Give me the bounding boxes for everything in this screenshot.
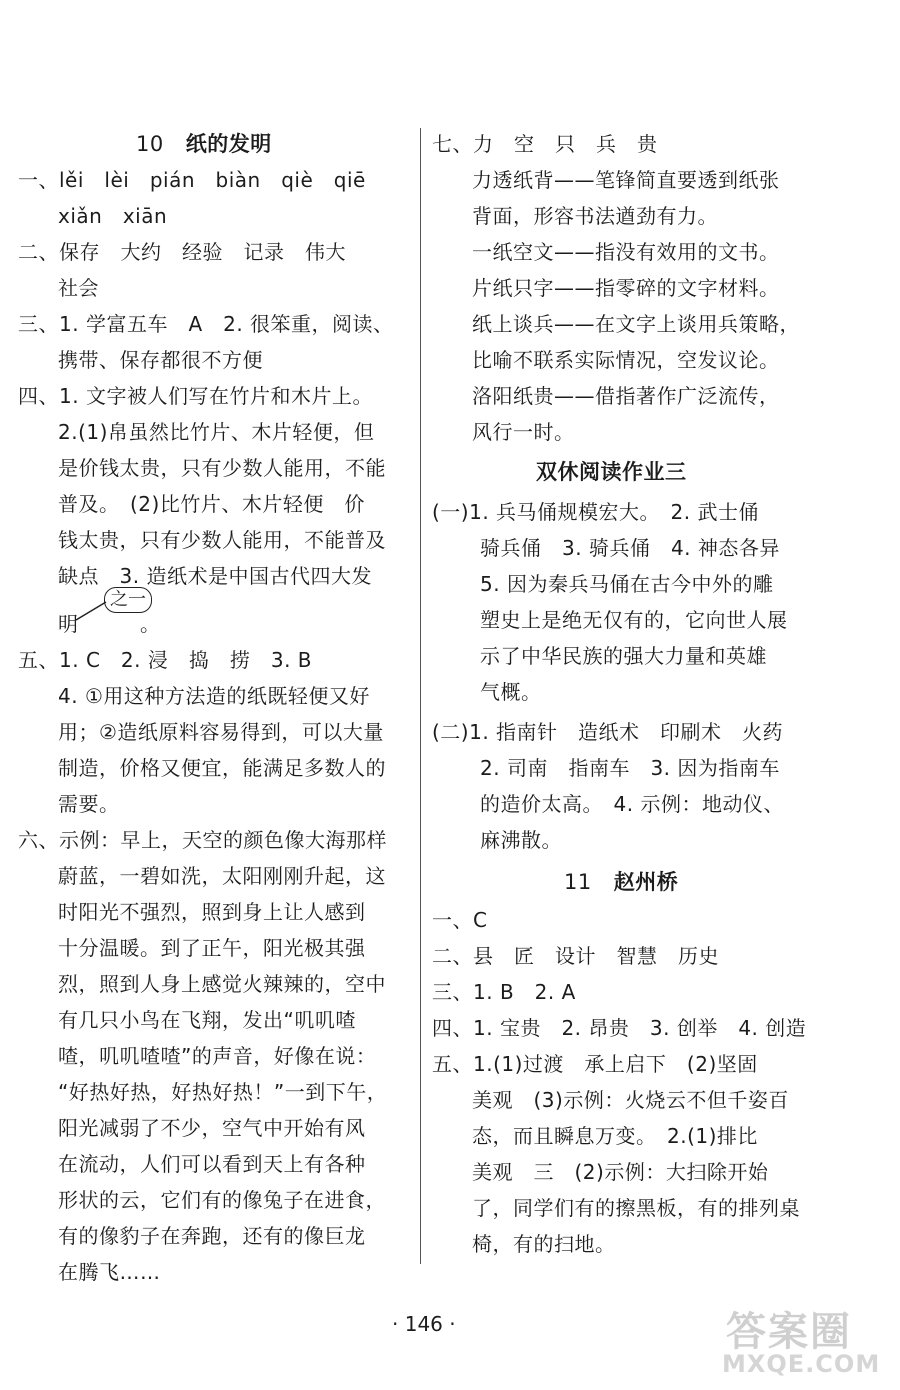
answer-line: 携带、保存都很不方便 bbox=[58, 348, 263, 372]
answer-line: 是价钱太贵，只有少数人能用，不能 bbox=[58, 456, 386, 480]
lesson-title-11 bbox=[564, 864, 678, 900]
answer-line: 时阳光不强烈，照到身上让人感到 bbox=[58, 900, 366, 924]
answer-line: “好热好热，好热好热！”一到下午， bbox=[58, 1080, 388, 1104]
answer-line: 态，而且瞬息万变。 2.(1)排比 bbox=[472, 1124, 758, 1148]
answer-line: 六、示例：早上，天空的颜色像大海那样 bbox=[18, 828, 387, 852]
answer-line: 塑史上是绝无仅有的，它向世人展 bbox=[480, 608, 788, 632]
answer-line: 在流动，人们可以看到天上有各种 bbox=[58, 1152, 366, 1176]
handwritten-insert-note: 之一 bbox=[104, 587, 152, 613]
answer-line: 背面，形容书法遒劲有力。 bbox=[472, 204, 718, 228]
answer-line: 洛阳纸贵——借指著作广泛流传， bbox=[472, 384, 780, 408]
answer-line: 有的像豹子在奔跑，还有的像巨龙 bbox=[58, 1224, 366, 1248]
answer-line: 美观 三 (2)示例：大扫除开始 bbox=[472, 1160, 769, 1184]
answer-line: 5. 因为秦兵马俑在古今中外的雕 bbox=[480, 572, 774, 596]
answer-line: 片纸只字——指零碎的文字材料。 bbox=[472, 276, 780, 300]
answer-line: 比喻不联系实际情况，空发议论。 bbox=[472, 348, 780, 372]
answer-line: 钱太贵，只有少数人能用，不能普及 bbox=[58, 528, 386, 552]
answer-line: 喳，叽叽喳喳”的声音，好像在说： bbox=[58, 1044, 377, 1068]
answer-line: 阳光减弱了不少，空气中开始有风 bbox=[58, 1116, 366, 1140]
answer-line: 一、C bbox=[432, 908, 488, 932]
answer-line: 十分温暖。到了正午，阳光极其强 bbox=[58, 936, 366, 960]
answer-line: 2.(1)帛虽然比竹片、木片轻便，但 bbox=[58, 420, 375, 444]
answer-line: 力透纸背——笔锋简直要透到纸张 bbox=[472, 168, 780, 192]
insert-caret-icon bbox=[74, 600, 108, 622]
answer-line: xiǎn xiān bbox=[58, 204, 168, 228]
answer-line: (二)1. 指南针 造纸术 印刷术 火药 bbox=[432, 720, 784, 744]
answer-line: 4. ①用这种方法造的纸既轻便又好 bbox=[58, 684, 370, 708]
answer-line: 三、1. 学富五车 A 2. 很笨重，阅读、 bbox=[18, 312, 394, 336]
answer-line: 缺点 3. 造纸术是中国古代四大发 bbox=[58, 564, 372, 588]
answer-line: 四、1. 文字被人们写在竹片和木片上。 bbox=[18, 384, 373, 408]
watermark-logo bbox=[722, 1300, 892, 1380]
answer-line: 制造，价格又便宜，能满足多数人的 bbox=[58, 756, 386, 780]
answer-line: 的造价太高。 4. 示例：地动仪、 bbox=[480, 792, 784, 816]
answer-line: 四、1. 宝贵 2. 昂贵 3. 创举 4. 创造 bbox=[432, 1016, 807, 1040]
answer-line: 麻沸散。 bbox=[480, 828, 562, 852]
answer-line: 骑兵俑 3. 骑兵俑 4. 神态各异 bbox=[480, 536, 780, 560]
answer-line: 纸上谈兵——在文字上谈用兵策略， bbox=[472, 312, 800, 336]
answer-line: 了，同学们有的擦黑板，有的排列桌 bbox=[472, 1196, 800, 1220]
page-number: · 146 · bbox=[392, 1312, 456, 1336]
watermark-title: 答案圈 bbox=[726, 1309, 852, 1355]
lesson-title-10 bbox=[136, 126, 272, 162]
lesson-number: 11 bbox=[564, 870, 592, 894]
answer-line: 美观 (3)示例：火烧云不但千姿百 bbox=[472, 1088, 789, 1112]
answer-line: 二、保存 大约 经验 记录 伟大 bbox=[18, 240, 346, 264]
answer-line: 烈，照到人身上感觉火辣辣的，空中 bbox=[58, 972, 386, 996]
answer-line: 二、县 匠 设计 智慧 历史 bbox=[432, 944, 719, 968]
answer-line: 形状的云，它们有的像兔子在进食， bbox=[58, 1188, 386, 1212]
answer-line: 明 。 bbox=[58, 612, 161, 636]
watermark-url: MXQE.COM bbox=[722, 1350, 881, 1378]
answer-line: (一)1. 兵马俑规模宏大。 2. 武士俑 bbox=[432, 500, 759, 524]
answer-line: 风行一时。 bbox=[472, 420, 575, 444]
answer-line: 椅，有的扫地。 bbox=[472, 1232, 616, 1256]
column-divider bbox=[420, 128, 421, 1264]
answer-line: 一纸空文——指没有效用的文书。 bbox=[472, 240, 780, 264]
answer-line: 在腾飞…… bbox=[58, 1260, 161, 1284]
answer-line: 有几只小鸟在飞翔，发出“叽叽喳 bbox=[58, 1008, 356, 1032]
answer-line: 五、1. C 2. 浸 捣 捞 3. B bbox=[18, 648, 313, 672]
section-title: 双休阅读作业三 bbox=[536, 460, 687, 484]
lesson-name: 赵州桥 bbox=[613, 870, 679, 894]
answer-line: 2. 司南 指南车 3. 因为指南车 bbox=[480, 756, 780, 780]
answer-line: 气概。 bbox=[480, 680, 542, 704]
answer-line: 三、1. B 2. A bbox=[432, 980, 576, 1004]
answer-line: 用；②造纸原料容易得到，可以大量 bbox=[58, 720, 384, 744]
answer-line: 七、力 空 只 兵 贵 bbox=[432, 132, 658, 156]
answer-line: 蔚蓝，一碧如洗，太阳刚刚升起，这 bbox=[58, 864, 386, 888]
answer-line: 一、lěi lèi pián biàn qiè qiē bbox=[18, 168, 366, 192]
answer-line: 五、1.(1)过渡 承上启下 (2)坚固 bbox=[432, 1052, 758, 1076]
answer-line: 需要。 bbox=[58, 792, 120, 816]
lesson-number: 10 bbox=[136, 132, 164, 156]
answer-line: 示了中华民族的强大力量和英雄 bbox=[480, 644, 767, 668]
answer-line: 社会 bbox=[58, 276, 99, 300]
lesson-name: 纸的发明 bbox=[185, 132, 272, 156]
answer-line: 普及。 (2)比竹片、木片轻便 价 bbox=[58, 492, 365, 516]
